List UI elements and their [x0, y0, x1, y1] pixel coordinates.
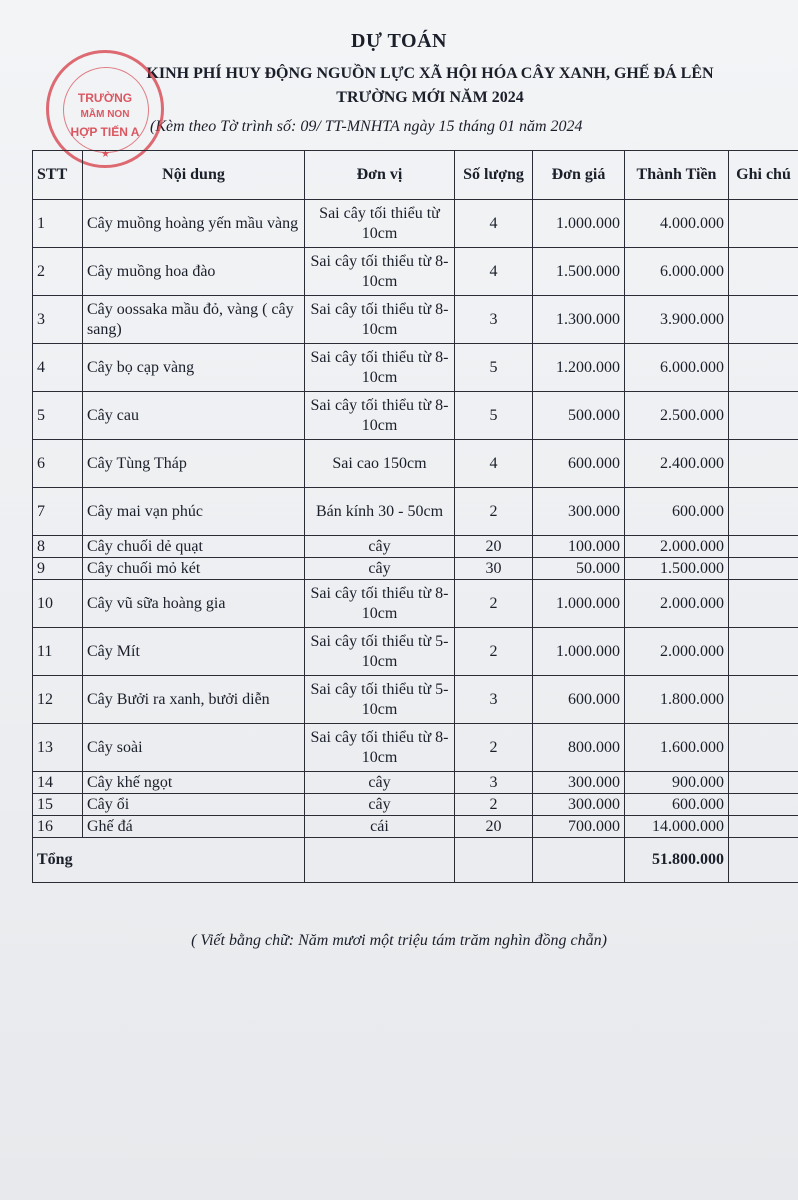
row-quantity: 2: [455, 628, 533, 676]
table-row: [33, 772, 798, 794]
row-note: [729, 558, 798, 580]
row-unit: cây: [305, 558, 455, 580]
row-unit: Bán kính 30 - 50cm: [305, 488, 455, 536]
row-unit-price: 1.200.000: [533, 344, 625, 392]
row-amount: 6.000.000: [625, 248, 729, 296]
header-quantity: Số lượng: [455, 151, 533, 200]
row-content: Cây mai vạn phúc: [83, 488, 305, 536]
row-stt: 9: [33, 558, 83, 580]
row-content: Cây ổi: [83, 794, 305, 816]
total-label: Tổng: [33, 838, 305, 883]
subtitle-line-1: KINH PHÍ HUY ĐỘNG NGUỒN LỰC XÃ HỘI HÓA CÂY XANH, GHẾ ĐÁ LÊN: [146, 65, 714, 82]
table-total-row: [33, 838, 798, 883]
row-content: Cây Mít: [83, 628, 305, 676]
header-unit-price: Đơn giá: [533, 151, 625, 200]
row-stt: 3: [33, 296, 83, 344]
row-quantity: 3: [455, 676, 533, 724]
row-unit-price: 600.000: [533, 440, 625, 488]
row-unit-price: 300.000: [533, 488, 625, 536]
row-amount: 4.000.000: [625, 200, 729, 248]
row-amount: 3.900.000: [625, 296, 729, 344]
row-amount: 1.500.000: [625, 558, 729, 580]
row-stt: 8: [33, 536, 83, 558]
total-price-cell: [533, 838, 625, 883]
table-row: [33, 676, 798, 724]
row-note: [729, 296, 798, 344]
row-note: [729, 580, 798, 628]
row-note: [729, 536, 798, 558]
stamp-star-icon: ★: [101, 149, 110, 160]
row-unit-price: 700.000: [533, 816, 625, 838]
row-stt: 16: [33, 816, 83, 838]
row-unit: Sai cây tối thiểu từ 8-10cm: [305, 344, 455, 392]
row-stt: 7: [33, 488, 83, 536]
row-unit: cây: [305, 794, 455, 816]
header-stt: STT: [33, 151, 83, 200]
table-row: [33, 248, 798, 296]
row-unit-price: 1.500.000: [533, 248, 625, 296]
row-note: [729, 488, 798, 536]
row-content: Cây khế ngọt: [83, 772, 305, 794]
row-note: [729, 200, 798, 248]
table-row: [33, 200, 798, 248]
row-quantity: 2: [455, 580, 533, 628]
row-unit-price: 1.000.000: [533, 200, 625, 248]
row-quantity: 30: [455, 558, 533, 580]
row-amount: 1.600.000: [625, 724, 729, 772]
row-amount: 600.000: [625, 794, 729, 816]
amount-in-words: ( Viết bằng chữ: Năm mươi một triệu tám trăm nghìn đồng chẵn): [191, 932, 607, 949]
row-unit-price: 50.000: [533, 558, 625, 580]
row-amount: 2.000.000: [625, 536, 729, 558]
table-row: [33, 628, 798, 676]
row-unit-price: 100.000: [533, 536, 625, 558]
row-unit: Sai cây tối thiểu từ 8-10cm: [305, 724, 455, 772]
row-amount: 6.000.000: [625, 344, 729, 392]
total-qty-cell: [455, 838, 533, 883]
row-note: [729, 344, 798, 392]
table-row: [33, 296, 798, 344]
total-unit-cell: [305, 838, 455, 883]
row-unit: cây: [305, 772, 455, 794]
row-stt: 5: [33, 392, 83, 440]
row-content: Cây muồng hoàng yến mầu vàng: [83, 200, 305, 248]
row-content: Cây chuối dẻ quạt: [83, 536, 305, 558]
row-quantity: 4: [455, 440, 533, 488]
stamp-line-3: HỢP TIẾN A: [70, 125, 140, 139]
stamp-line-1: TRƯỜNG: [77, 91, 133, 105]
row-content: Cây bọ cạp vàng: [83, 344, 305, 392]
row-unit: Sai cây tối thiểu từ 8-10cm: [305, 296, 455, 344]
row-content: Cây soài: [83, 724, 305, 772]
row-stt: 15: [33, 794, 83, 816]
subtitle-line-2: TRƯỜNG MỚI NĂM 2024: [336, 89, 524, 106]
row-content: Ghế đá: [83, 816, 305, 838]
table-row: [33, 488, 798, 536]
table-row: [33, 580, 798, 628]
stamp-line-2: MẦM NON: [80, 109, 130, 120]
row-quantity: 5: [455, 392, 533, 440]
row-quantity: 4: [455, 248, 533, 296]
header-note: Ghi chú: [729, 151, 798, 200]
row-amount: 900.000: [625, 772, 729, 794]
row-note: [729, 794, 798, 816]
row-unit-price: 1.000.000: [533, 628, 625, 676]
row-note: [729, 392, 798, 440]
total-amount: 51.800.000: [625, 838, 729, 883]
row-stt: 10: [33, 580, 83, 628]
row-amount: 2.400.000: [625, 440, 729, 488]
row-unit-price: 1.300.000: [533, 296, 625, 344]
row-quantity: 20: [455, 536, 533, 558]
row-amount: 1.800.000: [625, 676, 729, 724]
table-row: [33, 392, 798, 440]
row-content: Cây cau: [83, 392, 305, 440]
row-amount: 2.000.000: [625, 580, 729, 628]
row-stt: 11: [33, 628, 83, 676]
row-note: [729, 772, 798, 794]
header-content: Nội dung: [83, 151, 305, 200]
row-amount: 2.000.000: [625, 628, 729, 676]
row-unit: cây: [305, 536, 455, 558]
row-unit-price: 300.000: [533, 772, 625, 794]
table-row: [33, 344, 798, 392]
row-quantity: 20: [455, 816, 533, 838]
row-content: Cây muồng hoa đào: [83, 248, 305, 296]
row-unit: cái: [305, 816, 455, 838]
row-unit-price: 300.000: [533, 794, 625, 816]
row-quantity: 5: [455, 344, 533, 392]
row-note: [729, 440, 798, 488]
table-row: [33, 536, 798, 558]
row-unit: Sai cây tối thiểu từ 5-10cm: [305, 628, 455, 676]
row-content: Cây chuối mỏ két: [83, 558, 305, 580]
table-row: [33, 440, 798, 488]
row-unit-price: 600.000: [533, 676, 625, 724]
row-note: [729, 724, 798, 772]
row-unit: Sai cây tối thiểu từ 8-10cm: [305, 392, 455, 440]
attachment-reference: (Kèm theo Tờ trình số: 09/ TT-MNHTA ngày 15 tháng 01 năm 2024: [150, 118, 583, 135]
row-unit-price: 800.000: [533, 724, 625, 772]
row-quantity: 2: [455, 724, 533, 772]
header-amount: Thành Tiền: [625, 151, 729, 200]
budget-table: [32, 150, 798, 883]
row-stt: 14: [33, 772, 83, 794]
table-row: [33, 816, 798, 838]
row-unit: Sai cây tối thiểu từ 10cm: [305, 200, 455, 248]
row-quantity: 3: [455, 772, 533, 794]
row-stt: 2: [33, 248, 83, 296]
row-amount: 600.000: [625, 488, 729, 536]
table-row: [33, 794, 798, 816]
row-unit: Sai cây tối thiểu từ 8-10cm: [305, 248, 455, 296]
row-stt: 1: [33, 200, 83, 248]
row-amount: 2.500.000: [625, 392, 729, 440]
row-unit-price: 1.000.000: [533, 580, 625, 628]
row-quantity: 2: [455, 794, 533, 816]
row-quantity: 2: [455, 488, 533, 536]
table-row: [33, 724, 798, 772]
row-content: Cây vũ sữa hoàng gia: [83, 580, 305, 628]
row-stt: 4: [33, 344, 83, 392]
row-note: [729, 628, 798, 676]
row-content: Cây oossaka mầu đỏ, vàng ( cây sang): [83, 296, 305, 344]
table-header-row: [33, 151, 798, 200]
row-unit: Sai cây tối thiểu từ 5-10cm: [305, 676, 455, 724]
row-content: Cây Tùng Tháp: [83, 440, 305, 488]
row-unit: Sai cao 150cm: [305, 440, 455, 488]
table-row: [33, 558, 798, 580]
row-note: [729, 816, 798, 838]
row-note: [729, 676, 798, 724]
row-content: Cây Bưởi ra xanh, bưởi diễn: [83, 676, 305, 724]
row-unit-price: 500.000: [533, 392, 625, 440]
row-stt: 6: [33, 440, 83, 488]
row-unit: Sai cây tối thiểu từ 8-10cm: [305, 580, 455, 628]
header-unit: Đơn vị: [305, 151, 455, 200]
row-amount: 14.000.000: [625, 816, 729, 838]
row-quantity: 3: [455, 296, 533, 344]
row-note: [729, 248, 798, 296]
row-quantity: 4: [455, 200, 533, 248]
row-stt: 13: [33, 724, 83, 772]
row-stt: 12: [33, 676, 83, 724]
document-title: DỰ TOÁN: [351, 30, 447, 52]
total-note-cell: [729, 838, 798, 883]
document-subtitle: [60, 62, 798, 110]
